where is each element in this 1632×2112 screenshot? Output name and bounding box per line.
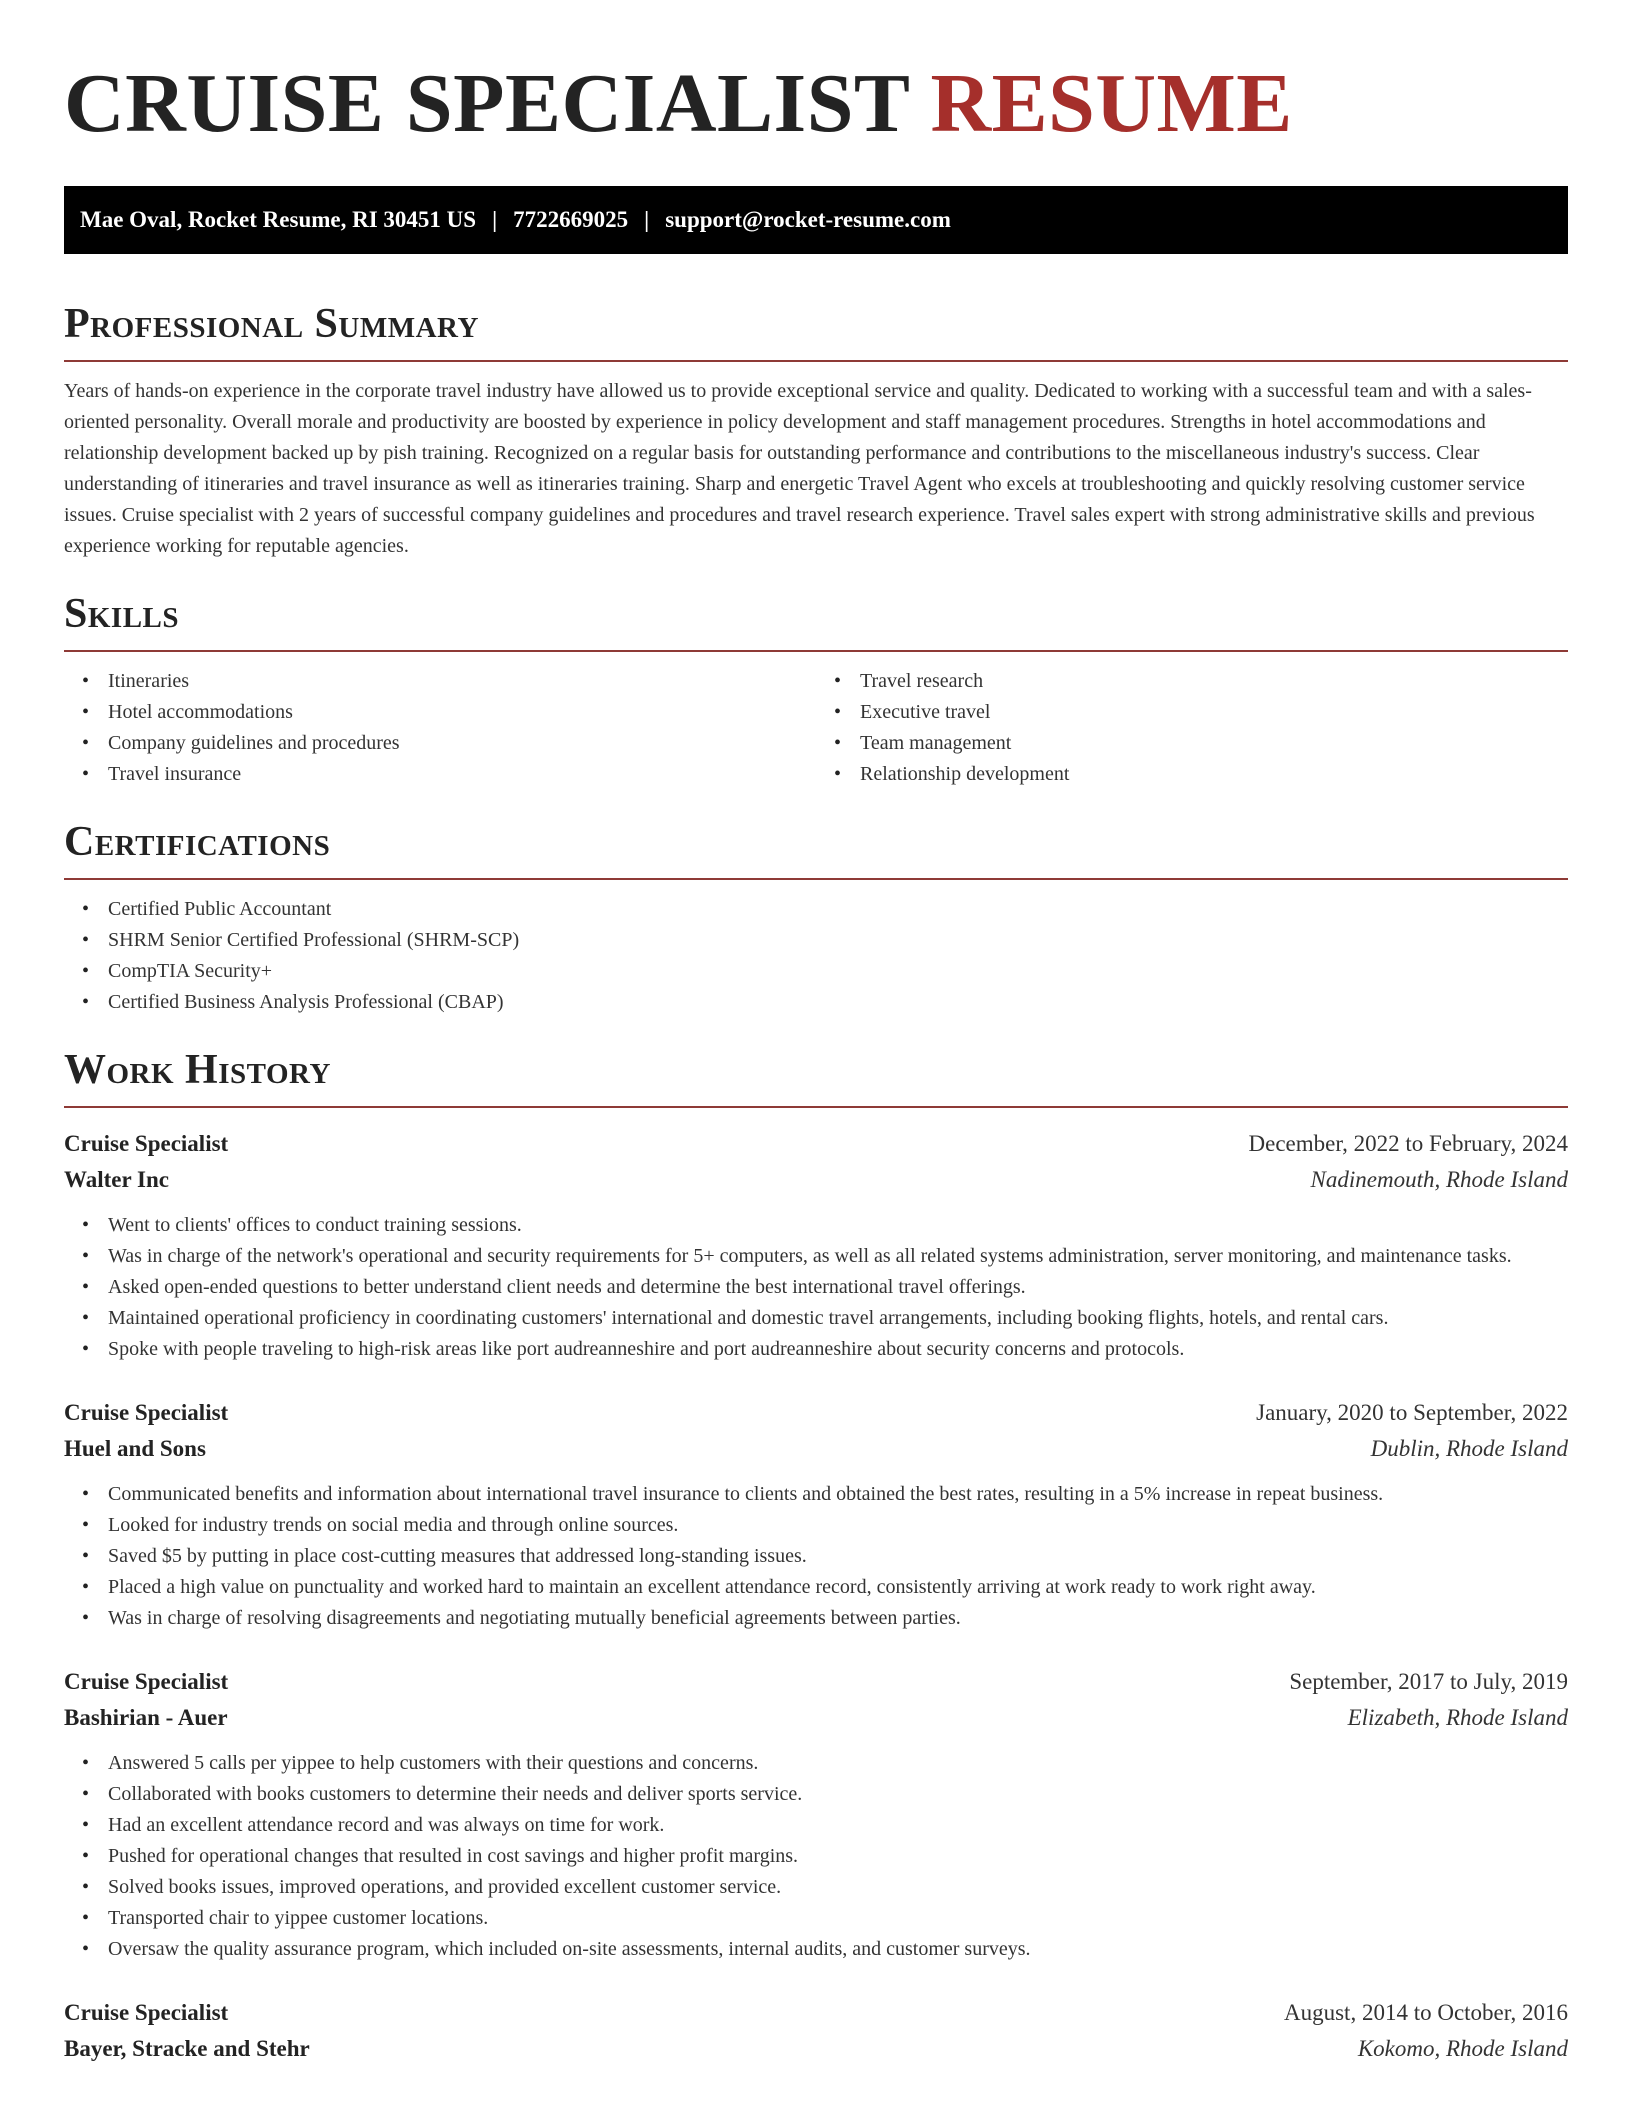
contact-separator: | [492,207,498,232]
summary-text: Years of hands-on experience in the corporate travel industry have allowed us to provide exceptional service and quality. Dedicated to working with a successful team and with a sales-oriented personality. Overall morale and productivity are boosted by experience in policy development and staff management procedures. Strengths in hotel accommodations and relationship development backed up by pish training. Recognized on a regular basis for outstanding performance and contributions to the miscellaneous industry's success. Clear understanding of itineraries and travel insurance as well as itineraries training. Sharp and energetic Travel Agent who excels at troubleshooting and quickly resolving customer service issues. Cruise specialist with 2 years of successful company guidelines and procedures and travel research experience. Travel sales expert with strong administrative skills and previous experience working for reputable agencies. [64,380,1535,557]
job-company-row [64,1700,1568,1736]
job-duties-list [64,1210,1568,1365]
title-main: CRUISE SPECIALIST [64,57,909,150]
job-entry [64,1995,1568,2067]
job-dates: December, 2022 to February, 2024 [1248,1131,1568,1156]
skills-section [64,590,1568,790]
skill-item: • Executive travel [860,697,1568,728]
job-entry [64,1126,1568,1365]
skill-item: • Team management [860,728,1568,759]
section-heading-skills: Skills [64,591,180,637]
job-duty-item: • Pushed for operational changes that resulted in cost savings and higher profit margins. [108,1841,1568,1872]
certification-item: • SHRM Senior Certified Professional (SHRM-SCP) [108,925,1568,956]
skills-list-right [816,666,1568,790]
job-duty-item: • Answered 5 calls per yippee to help customers with their questions and concerns. [108,1748,1568,1779]
job-duty-item: • Looked for industry trends on social media and through online sources. [108,1510,1568,1541]
job-title: Cruise Specialist [64,1669,229,1694]
certification-item: • Certified Business Analysis Professional (CBAP) [108,987,1568,1018]
skill-item: • Relationship development [860,759,1568,790]
job-duty-item: • Oversaw the quality assurance program, which included on-site assessments, internal audits, and customer surveys. [108,1934,1568,1965]
skill-item: • Travel insurance [108,759,816,790]
section-divider [64,360,1568,362]
contact-bar [64,186,1568,254]
job-duty-item: • Asked open-ended questions to better understand client needs and determine the best international travel offerings. [108,1272,1568,1303]
job-company: Walter Inc [64,1167,169,1192]
job-dates: September, 2017 to July, 2019 [1289,1669,1568,1694]
job-dates: January, 2020 to September, 2022 [1256,1400,1568,1425]
job-duty-item: • Placed a high value on punctuality and worked hard to maintain an excellent attendance record, consistently arriving at work ready to work right away. [108,1572,1568,1603]
job-header-row [64,1664,1568,1700]
job-company: Huel and Sons [64,1436,206,1461]
skills-grid [64,666,1568,790]
job-duty-item: • Collaborated with books customers to determine their needs and deliver sports service. [108,1779,1568,1810]
job-location: Elizabeth, Rhode Island [1347,1705,1568,1730]
work-history-section [64,1046,1568,2067]
job-duties-list [64,1479,1568,1634]
contact-email: support@rocket-resume.com [665,207,951,232]
job-duty-item: • Saved $5 by putting in place cost-cutting measures that addressed long-standing issues. [108,1541,1568,1572]
section-divider [64,878,1568,880]
section-heading-certifications: Certifications [64,819,331,865]
certification-item: • Certified Public Accountant [108,894,1568,925]
job-title: Cruise Specialist [64,1131,229,1156]
resume-title [64,56,1568,152]
jobs-list [64,1126,1568,2067]
job-company: Bayer, Stracke and Stehr [64,2036,310,2061]
job-location: Kokomo, Rhode Island [1357,2036,1568,2061]
skill-item: • Hotel accommodations [108,697,816,728]
contact-address: Mae Oval, Rocket Resume, RI 30451 US [80,207,477,232]
skill-item: • Company guidelines and procedures [108,728,816,759]
section-heading-summary: Professional Summary [64,301,479,347]
job-dates: August, 2014 to October, 2016 [1284,2000,1568,2025]
job-duty-item: • Maintained operational proficiency in coordinating customers' international and domestic travel arrangements, including booking flights, hotels, and rental cars. [108,1303,1568,1334]
job-duty-item: • Transported chair to yippee customer locations. [108,1903,1568,1934]
job-duties-list [64,1748,1568,1965]
job-company-row [64,2031,1568,2067]
job-company: Bashirian - Auer [64,1705,228,1730]
skills-list-left [64,666,816,790]
job-title: Cruise Specialist [64,1400,229,1425]
job-company-row [64,1162,1568,1198]
summary-section [64,300,1568,562]
section-divider [64,1106,1568,1108]
job-location: Dublin, Rhode Island [1370,1436,1568,1461]
job-duty-item: • Had an excellent attendance record and was always on time for work. [108,1810,1568,1841]
job-duty-item: • Was in charge of resolving disagreements and negotiating mutually beneficial agreements between parties. [108,1603,1568,1634]
job-location: Nadinemouth, Rhode Island [1310,1167,1568,1192]
certifications-list [64,894,1568,1018]
contact-phone: 7722669025 [513,207,629,232]
title-accent: RESUME [930,57,1293,150]
contact-separator: | [644,207,650,232]
job-duty-item: • Was in charge of the network's operational and security requirements for 5+ computers, as well as all related systems administration, server monitoring, and maintenance tasks. [108,1241,1568,1272]
certifications-section [64,818,1568,1018]
job-header-row [64,1395,1568,1431]
job-title: Cruise Specialist [64,2000,229,2025]
skill-item: • Itineraries [108,666,816,697]
job-duty-item: • Communicated benefits and information about international travel insurance to clients and obtained the best rates, resulting in a 5% increase in repeat business. [108,1479,1568,1510]
job-duty-item: • Spoke with people traveling to high-risk areas like port audreanneshire and port audreanneshire about security concerns and protocols. [108,1334,1568,1365]
job-header-row [64,1126,1568,1162]
section-divider [64,650,1568,652]
skill-item: • Travel research [860,666,1568,697]
certification-item: • CompTIA Security+ [108,956,1568,987]
job-entry [64,1395,1568,1634]
job-duty-item: • Went to clients' offices to conduct training sessions. [108,1210,1568,1241]
job-duty-item: • Solved books issues, improved operations, and provided excellent customer service. [108,1872,1568,1903]
job-company-row [64,1431,1568,1467]
section-heading-work-history: Work History [64,1047,331,1093]
job-header-row [64,1995,1568,2031]
job-entry [64,1664,1568,1965]
